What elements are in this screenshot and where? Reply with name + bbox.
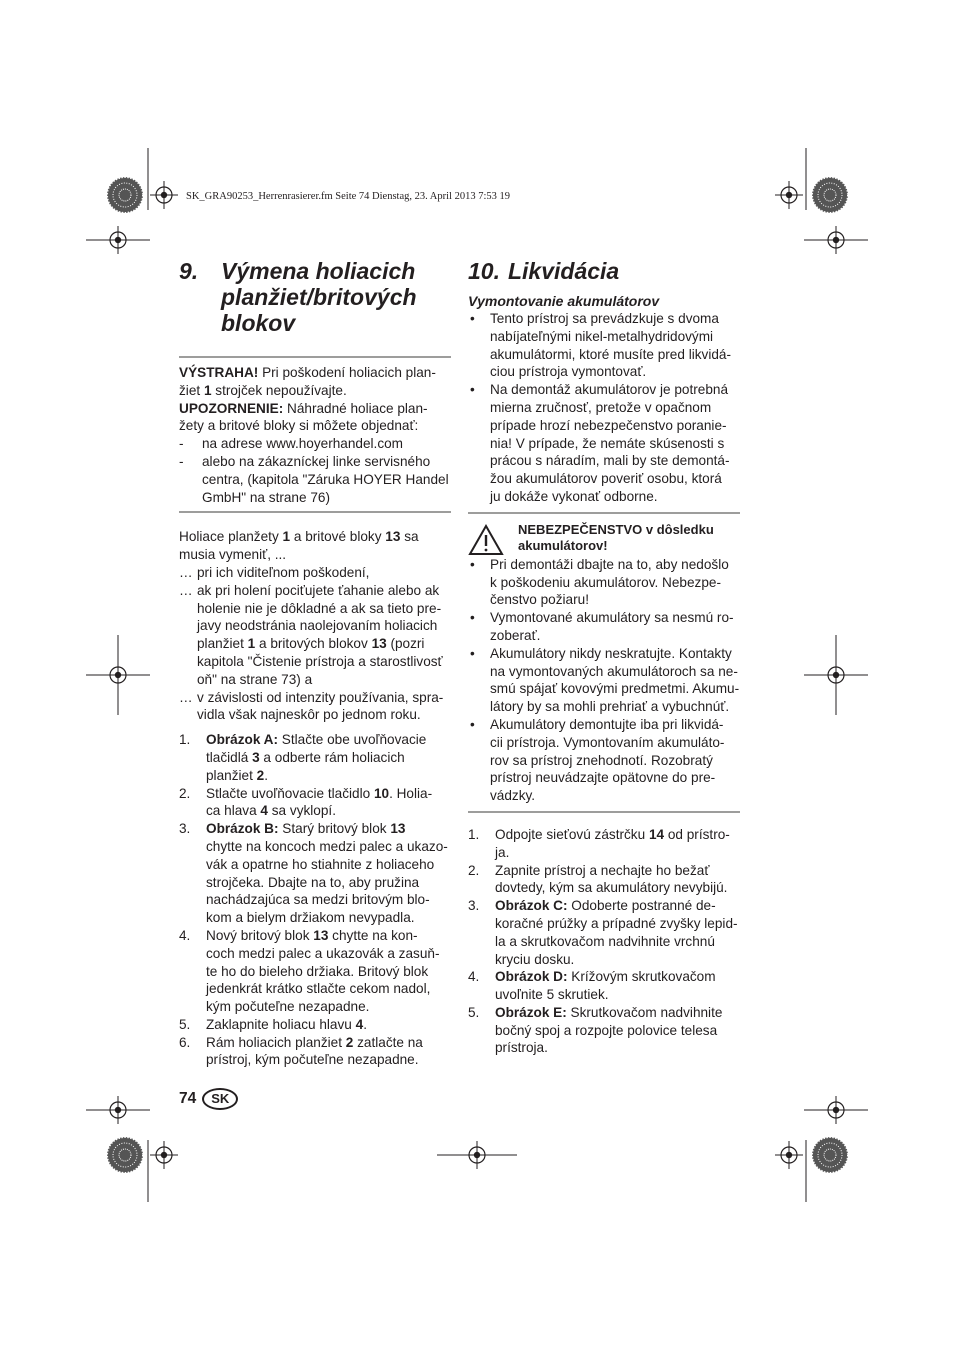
print-file-info: SK_GRA90253_Herrenrasierer.fm Seite 74 Dienstag, 23. April 2013 7:53 19 bbox=[186, 191, 510, 202]
section-title: Likvidácia bbox=[507, 258, 620, 284]
list-item: … ak pri holení pociťujete ťahanie alebo ak holenie nie je dôkladné a ak sa tieto pre- javy neodstránia naolejovaním holiacich planžiet 1 a britových blokov 13 (pozri kapitola "Čistenie prístroja a starostlivosť oň" na strane 73) a bbox=[179, 582, 443, 687]
list-item: - na adrese www.hoyerhandel.com bbox=[179, 435, 451, 453]
list-item: - alebo na zákazníckej linke servisného centra, (kapitola "Záruka HOYER Handel GmbH" na strane 76) bbox=[179, 453, 451, 506]
list-item: • Vymontované akumulátory sa nesmú ro- zoberať. bbox=[470, 610, 734, 643]
section-heading-10 bbox=[468, 258, 740, 284]
section-number: 10. bbox=[468, 258, 500, 284]
section-heading-9 bbox=[179, 258, 451, 336]
list-item: 2. Zapnite prístroj a nechajte ho bežať dovtedy, kým sa akumulátory nevybijú. bbox=[468, 862, 728, 896]
list-item: • Pri demontáži dbajte na to, aby nedošlo k poškodeniu akumulátorov. Nebezpe- čenstvo požiaru! bbox=[470, 556, 729, 608]
page-footer bbox=[179, 1088, 238, 1110]
list-item: … v závislosti od intenzity používania, spra- vidla však najneskôr po jednom roku. bbox=[179, 689, 444, 723]
order-options-list bbox=[179, 435, 451, 506]
right-column bbox=[468, 258, 740, 1057]
section-rule bbox=[468, 811, 740, 813]
section-rule bbox=[468, 512, 740, 514]
intro-paragraph: Holiace planžety 1 a britové bloky 13 sa musia vymeniť, ... bbox=[179, 529, 419, 563]
list-item: 3. Obrázok B: Starý britový blok 13 chytte na koncoch medzi palec a ukazo- vák a opatrne ho stiahnite z holiaceho strojčeka. Dbajte na to, aby pružina nachádzajúca sa medzi britovým blo- kom a bielym držiakom nevypadla. bbox=[179, 821, 448, 926]
list-item: 2. Stlačte uvoľňovacie tlačidlo 10. Holia- ca hlava 4 sa vyklopí. bbox=[179, 785, 433, 819]
crosshair-mark bbox=[150, 181, 178, 209]
list-item: 6. Rám holiacich planžiet 2 zatlačte na prístroj, kým počuteľne nezapadne. bbox=[179, 1034, 423, 1068]
removal-steps-list bbox=[468, 826, 740, 1057]
rosette-mark-top-right bbox=[812, 177, 848, 213]
danger-header bbox=[468, 522, 740, 556]
list-item: • Akumulátory demontujte iba pri likvidá- cii prístroja. Vymontovaním akumuláto- rov sa prístroj znehodnotí. Rozobratý prístroj neuvádzajte opätovne do pre- vádzky. bbox=[470, 716, 725, 804]
section-rule bbox=[179, 511, 451, 513]
list-item: … pri ich viditeľnom poškodení, bbox=[179, 564, 370, 580]
conditions-list bbox=[179, 564, 451, 724]
list-item: 5. Zaklapnite holiacu hlavu 4. bbox=[179, 1016, 367, 1032]
subsection-heading: Vymontovanie akumulátorov bbox=[468, 293, 660, 309]
rosette-mark-bottom-left bbox=[107, 1137, 143, 1173]
battery-info-list bbox=[468, 310, 740, 506]
crosshair-mark bbox=[150, 1141, 178, 1169]
page-number: 74 bbox=[179, 1090, 197, 1107]
replacement-steps-list bbox=[179, 731, 451, 1069]
list-item: • Tento prístroj sa prevádzkuje s dvoma nabíjateľnými nikel-metalhydridovými akumulátormi, ktoré musíte pred likvidá- ciou prístroja vymontovať. bbox=[470, 311, 731, 380]
list-item: 4. Nový britový blok 13 chytte na kon- coch medzi palec a ukazovák a zasuň- te ho do bieleho držiaka. Britový blok jedenkrát krátko stlačte cekom nadol, kým počuteľne nezapadne. bbox=[179, 927, 440, 1015]
rosette-mark-bottom-right bbox=[812, 1137, 848, 1173]
language-badge: SK bbox=[202, 1088, 238, 1110]
section-rule bbox=[179, 356, 451, 358]
list-item: 1. Odpojte sieťovú zástrčku 14 od prístro- ja. bbox=[468, 826, 730, 860]
section-number: 9. bbox=[179, 258, 199, 284]
danger-list bbox=[468, 556, 740, 805]
crosshair-mark bbox=[775, 181, 803, 209]
list-item: • Akumulátory nikdy neskratujte. Kontakty na vymontovaných akumulátoroch sa ne- smú spájať kovovými predmetmi. Akumu- látory by sa mohli prehriať a vybuchnúť. bbox=[470, 645, 740, 715]
list-item: 1. Obrázok A: Stlačte obe uvoľňovacie tlačidlá 3 a odberte rám holiacich planžiet 2. bbox=[179, 732, 427, 783]
list-item: • Na demontáž akumulátorov je potrebná mierna zručnosť, pretože v opačnom prípade hrozí nebezpečenstvo poranie- nia! V prípade, že nemáte skúsenosti s prácou s náradím, mali by ste demontá- žou akumulátorov poveriť osobu, ktorá ju dokáže vykonať odborne. bbox=[470, 382, 730, 504]
note-paragraph: UPOZORNENIE: Náhradné holiace plan- žety a britové bloky si môžete objednať: bbox=[179, 400, 428, 434]
warning-paragraph: VÝSTRAHA! Pri poškodení holiacich plan- žiet 1 strojček nepoužívajte. bbox=[179, 365, 436, 398]
warning-triangle-icon bbox=[468, 524, 504, 556]
list-item: 5. Obrázok E: Skrutkovačom nadvihnite bočný spoj a rozpojte polovice telesa prístroja. bbox=[468, 1004, 723, 1056]
left-column bbox=[179, 258, 451, 1069]
section-title: Výmena holiacich planžiet/britových blokov bbox=[221, 258, 417, 336]
warning-block bbox=[179, 364, 451, 506]
list-item: 3. Obrázok C: Odoberte postranné de- koračné prúžky a prípadné zvyšky lepid- la a skrutkovačom nadvihnite vrchnú kryciu dosku. bbox=[468, 898, 738, 967]
danger-title: NEBEZPEČENSTVO v dôsledku akumulátorov! bbox=[518, 521, 714, 553]
list-item: 4. Obrázok D: Krížovým skrutkovačom uvoľnite 5 skrutiek. bbox=[468, 969, 716, 1003]
rosette-mark-top-left bbox=[107, 177, 143, 213]
crosshair-mark bbox=[775, 1141, 803, 1169]
